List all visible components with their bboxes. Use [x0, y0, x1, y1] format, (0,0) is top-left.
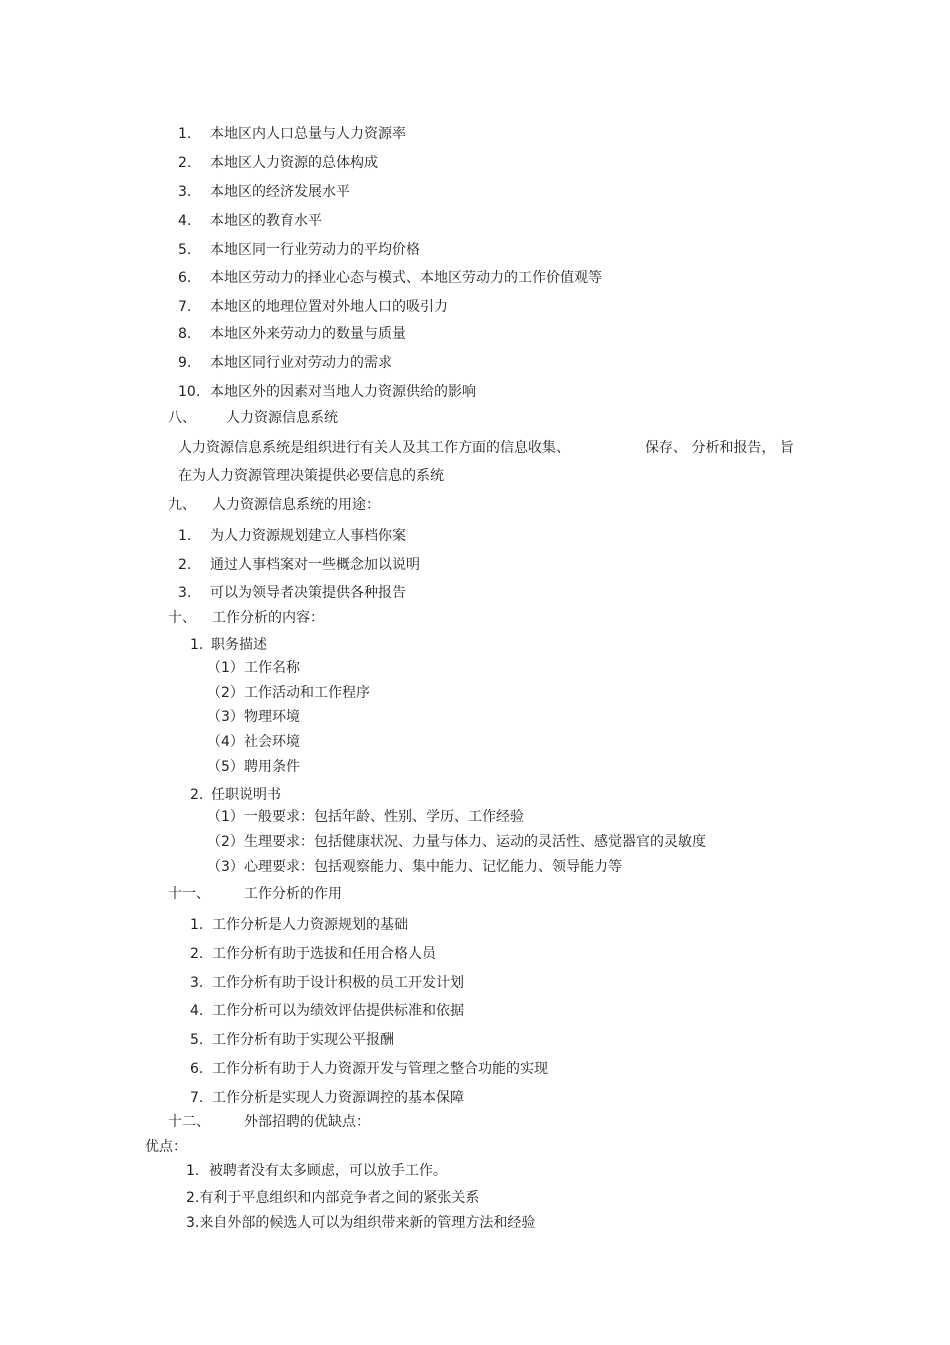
list-item-number: 2.: [178, 155, 192, 171]
list-item: 工作分析有助于人力资源开发与管理之整合功能的实现: [212, 1061, 548, 1077]
list-item-number: 6.: [178, 270, 192, 286]
list-item: 工作分析是人力资源规划的基础: [212, 917, 408, 933]
list-item-number: 1.: [178, 126, 192, 142]
list-item: 本地区的地理位置对外地人口的吸引力: [210, 299, 448, 315]
sub-item: 工作活动和工作程序: [244, 685, 370, 701]
subsection-heading: 任职说明书: [211, 787, 281, 803]
list-item: 本地区的教育水平: [210, 213, 322, 229]
sub-item: 社会环境: [244, 734, 300, 750]
list-item: 工作分析有助于实现公平报酬: [212, 1032, 394, 1048]
pros-item: 3.来自外部的候选人可以为组织带来新的管理方法和经验: [186, 1215, 536, 1231]
list-item: 通过人事档案对一些概念加以说明: [210, 557, 420, 573]
list-item: 本地区同行业对劳动力的需求: [210, 355, 392, 371]
subsection-number: 2.: [190, 787, 204, 803]
list-item-number: 5.: [190, 1032, 204, 1048]
section-number: 十二、: [168, 1114, 210, 1130]
paragraph-line: 人力资源信息系统是组织进行有关人及其工作方面的信息收集、: [178, 440, 570, 456]
sub-item: 心理要求：包括观察能力、集中能力、记忆能力、领导能力等: [244, 859, 622, 875]
list-item: 工作分析有助于选拔和任用合格人员: [212, 946, 436, 962]
pros-label: 优点：: [145, 1139, 187, 1155]
list-item: 本地区外的因素对当地人力资源供给的影响: [210, 384, 476, 400]
sub-item: 工作名称: [244, 660, 300, 676]
list-item-number: 3.: [178, 184, 192, 200]
list-item: 本地区内人口总量与人力资源率: [210, 126, 406, 142]
list-item: 本地区的经济发展水平: [210, 184, 350, 200]
sub-item-number: （4）: [207, 734, 244, 750]
pros-item: 1．被聘者没有太多顾虑，可以放手工作。: [186, 1163, 447, 1179]
section-heading: 工作分析的作用: [244, 886, 342, 902]
list-item: 工作分析有助于设计积极的员工开发计划: [212, 975, 464, 991]
sub-item-number: （1）: [207, 660, 244, 676]
section-number: 八、: [168, 410, 196, 426]
pros-item: 2.有利于平息组织和内部竞争者之间的紧张关系: [186, 1190, 480, 1206]
list-item-number: 2.: [190, 946, 204, 962]
list-item-number: 10.: [178, 384, 201, 400]
list-item-number: 4.: [178, 213, 192, 229]
list-item: 本地区人力资源的总体构成: [210, 155, 378, 171]
list-item-number: 3.: [190, 975, 204, 991]
section-heading: 人力资源信息系统: [226, 410, 338, 426]
sub-item-number: （3）: [207, 709, 244, 725]
sub-item: 一般要求：包括年龄、性别、学历、工作经验: [244, 809, 524, 825]
list-item-number: 2.: [178, 557, 192, 573]
sub-item-number: （2）: [207, 685, 244, 701]
section-heading: 外部招聘的优缺点：: [244, 1114, 370, 1130]
list-item-number: 8.: [178, 326, 192, 342]
list-item-number: 5.: [178, 242, 192, 258]
list-item-number: 1.: [190, 917, 204, 933]
subsection-number: 1.: [190, 637, 204, 653]
sub-item: 生理要求：包括健康状况、力量与体力、运动的灵活性、感觉器官的灵敏度: [244, 834, 706, 850]
sub-item: 物理环境: [244, 709, 300, 725]
list-item: 为人力资源规划建立人事档你案: [210, 528, 406, 544]
paragraph-line: 在为人力资源管理决策提供必要信息的系统: [178, 468, 444, 484]
list-item-number: 7.: [178, 299, 192, 315]
list-item-number: 3.: [178, 585, 192, 601]
sub-item-number: （1）: [207, 809, 244, 825]
sub-item: 聘用条件: [244, 759, 300, 775]
sub-item-number: （2）: [207, 834, 244, 850]
list-item-number: 1.: [178, 528, 192, 544]
section-number: 九、: [168, 497, 196, 513]
section-number: 十一、: [168, 886, 210, 902]
list-item-number: 6.: [190, 1061, 204, 1077]
list-item: 工作分析可以为绩效评估提供标准和依据: [212, 1003, 464, 1019]
list-item: 本地区外来劳动力的数量与质量: [210, 326, 406, 342]
section-number: 十、: [168, 610, 196, 626]
subsection-heading: 职务描述: [211, 637, 267, 653]
list-item-number: 7.: [190, 1090, 204, 1106]
sub-item-number: （5）: [207, 759, 244, 775]
section-heading: 人力资源信息系统的用途：: [212, 497, 380, 513]
list-item-number: 9.: [178, 355, 192, 371]
sub-item-number: （3）: [207, 859, 244, 875]
section-heading: 工作分析的内容：: [212, 610, 324, 626]
list-item: 工作分析是实现人力资源调控的基本保障: [212, 1090, 464, 1106]
list-item: 本地区同一行业劳动力的平均价格: [210, 242, 420, 258]
list-item: 可以为领导者决策提供各种报告: [210, 585, 406, 601]
paragraph-line: 保存、 分析和报告， 旨: [645, 440, 794, 456]
list-item: 本地区劳动力的择业心态与模式、本地区劳动力的工作价值观等: [210, 270, 602, 286]
list-item-number: 4.: [190, 1003, 204, 1019]
